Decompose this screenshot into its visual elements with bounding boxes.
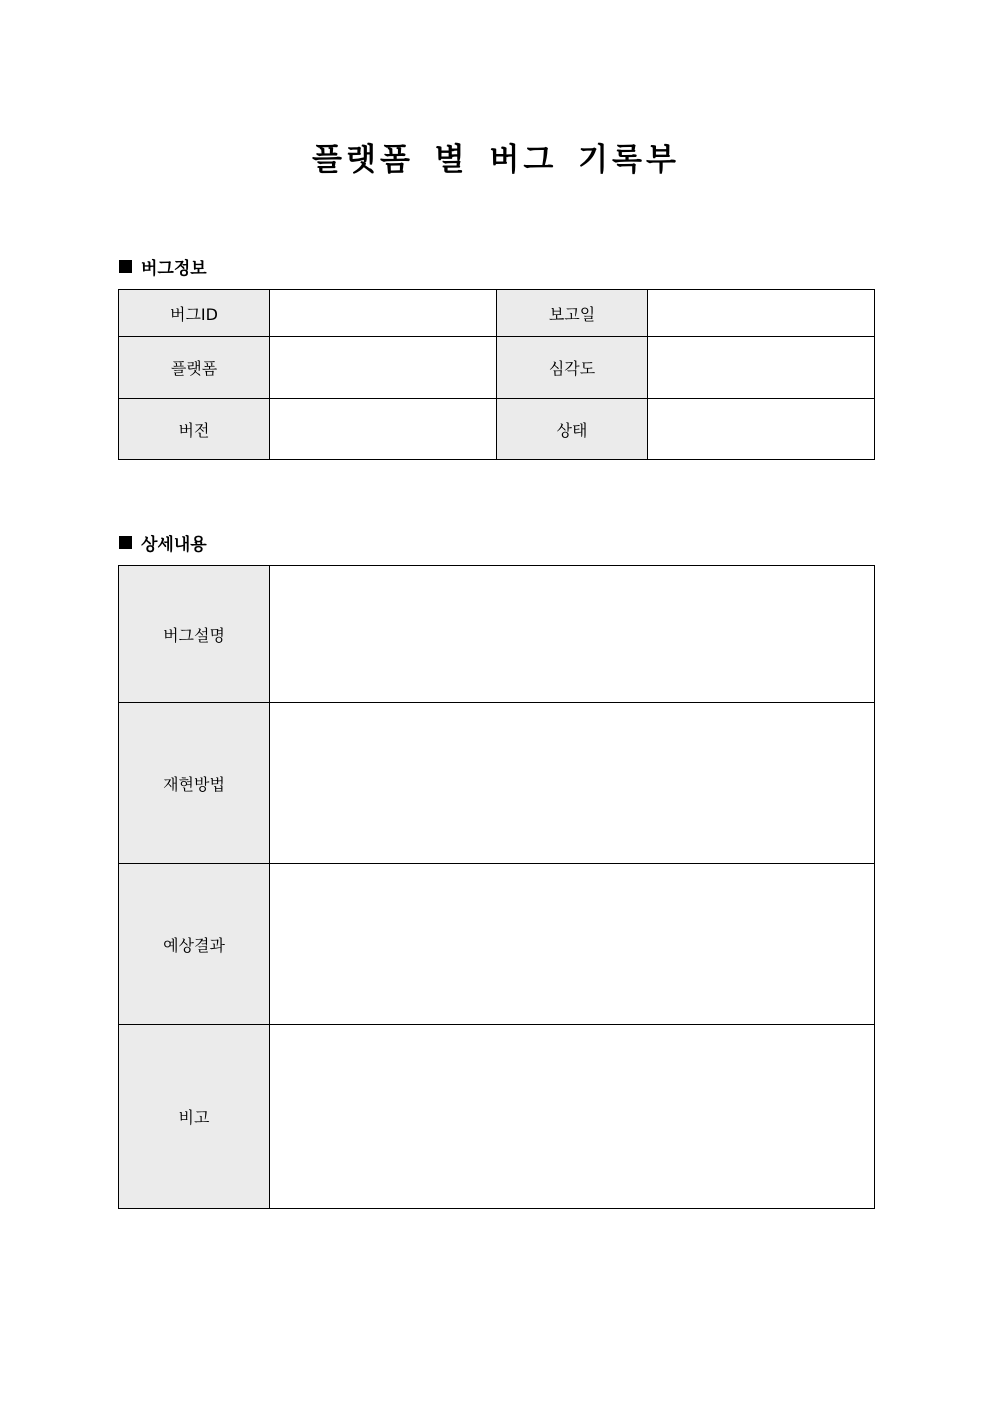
bug-info-table: [118, 289, 875, 460]
platform-label: 플랫폼: [119, 337, 270, 399]
severity-label: 심각도: [497, 337, 648, 399]
table-row: [119, 290, 875, 337]
bug-description-label: 버그설명: [119, 566, 270, 703]
version-label: 버전: [119, 399, 270, 460]
bug-id-label: 버그ID: [119, 290, 270, 337]
square-bullet-icon: [119, 536, 132, 549]
platform-field[interactable]: [270, 337, 497, 399]
reproduction-steps-field[interactable]: [270, 703, 875, 864]
section-heading-details: [119, 530, 207, 555]
report-date-field[interactable]: [648, 290, 875, 337]
status-field[interactable]: [648, 399, 875, 460]
table-row: [119, 399, 875, 460]
bug-id-field[interactable]: [270, 290, 497, 337]
details-table: [118, 565, 875, 1209]
expected-result-field[interactable]: [270, 864, 875, 1025]
version-field[interactable]: [270, 399, 497, 460]
table-row: [119, 337, 875, 399]
table-row: [119, 864, 875, 1025]
table-row: [119, 703, 875, 864]
section-heading-label: 상세내용: [141, 535, 207, 555]
section-heading-bug-info: [119, 254, 207, 279]
report-date-label: 보고일: [497, 290, 648, 337]
severity-field[interactable]: [648, 337, 875, 399]
section-heading-label: 버그정보: [141, 259, 207, 279]
reproduction-steps-label: 재현방법: [119, 703, 270, 864]
remarks-field[interactable]: [270, 1025, 875, 1209]
bug-description-field[interactable]: [270, 566, 875, 703]
remarks-label: 비고: [119, 1025, 270, 1209]
page-title: 플랫폼 별 버그 기록부: [312, 142, 680, 178]
status-label: 상태: [497, 399, 648, 460]
expected-result-label: 예상결과: [119, 864, 270, 1025]
table-row: [119, 1025, 875, 1209]
table-row: [119, 566, 875, 703]
square-bullet-icon: [119, 260, 132, 273]
